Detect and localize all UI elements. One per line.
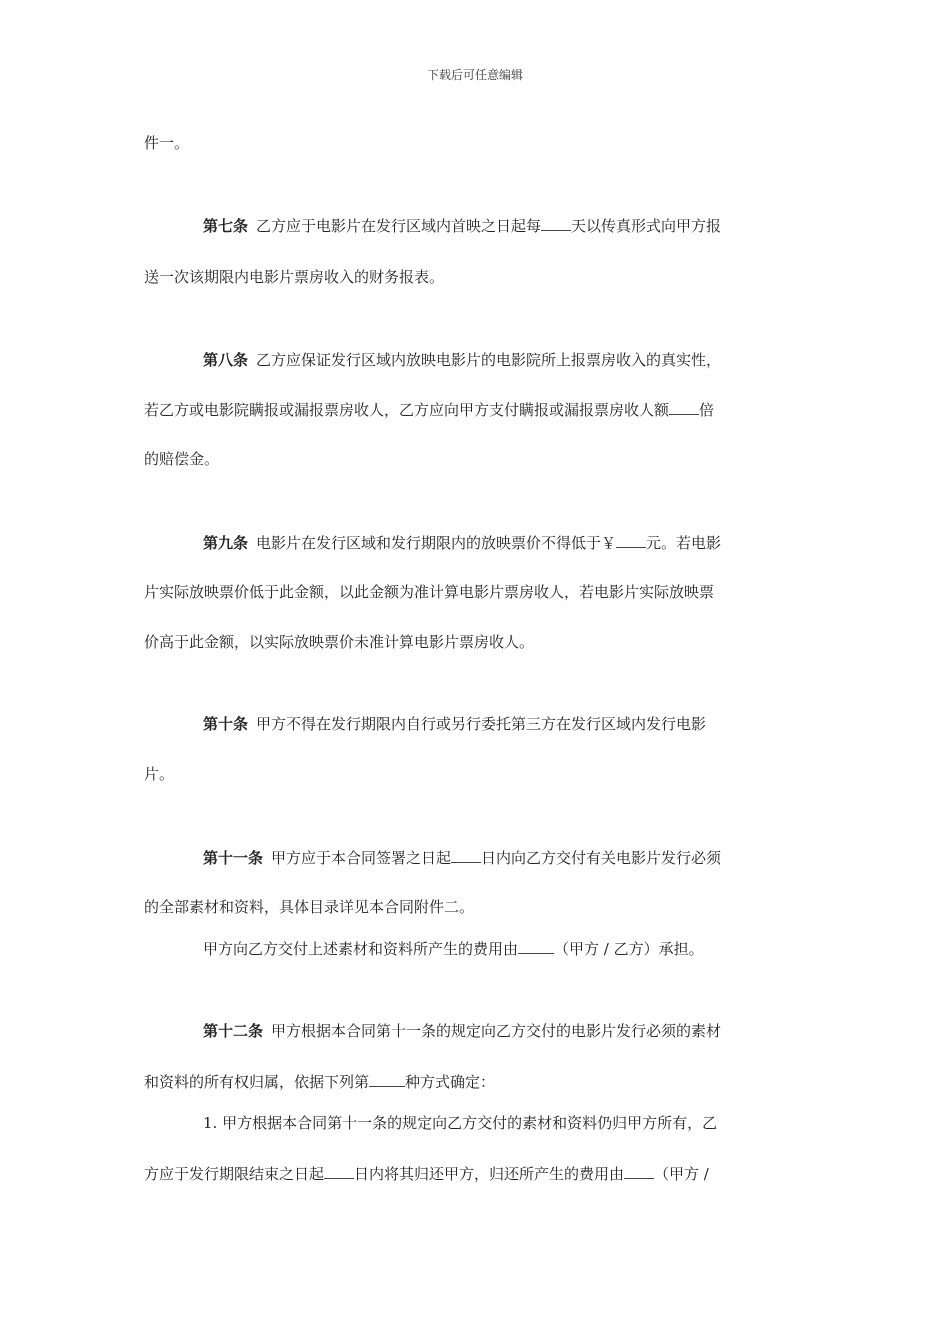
article-11-line-1 — [203, 847, 721, 868]
article-12-item-1-line-2 — [144, 1163, 709, 1184]
article-11-text-1a: 甲方应于本合同签署之日起 — [271, 849, 452, 867]
intro-line — [144, 133, 189, 153]
article-7-text-2: 送一次该期限内电影片票房收入的财务报表。 — [144, 268, 445, 286]
article-9-text-1a: 电影片在发行区域和发行期限内的放映票价不得低于￥ — [256, 534, 617, 552]
article-9-line-2 — [144, 582, 714, 602]
fill-blank[interactable] — [324, 1163, 354, 1179]
article-10-heading: 第十条 — [203, 715, 249, 733]
article-10-line-2 — [144, 764, 174, 784]
article-11-heading: 第十一条 — [203, 849, 264, 867]
article-12-text-2b: 种方式确定： — [405, 1073, 496, 1091]
article-9-heading: 第九条 — [203, 534, 249, 552]
fill-blank[interactable] — [669, 399, 699, 415]
article-11-text-1b: 日内向乙方交付有关电影片发行必须 — [481, 849, 722, 867]
article-11-text-2: 的全部素材和资料，具体目录详见本合同附件二。 — [144, 898, 475, 916]
article-7-line-1 — [203, 215, 721, 236]
article-8-line-3 — [144, 449, 219, 469]
article-12-item-1-text-2b: 日内将其归还甲方，归还所产生的费用由 — [354, 1165, 625, 1183]
article-12-item-1-line-1 — [203, 1113, 717, 1133]
article-12-heading: 第十二条 — [203, 1022, 264, 1040]
fill-blank[interactable] — [616, 532, 646, 548]
article-11-p2-text-b: （甲方 / 乙方）承担。 — [554, 940, 704, 958]
article-8-text-1: 乙方应保证发行区域内放映电影片的电影院所上报票房收入的真实性， — [256, 351, 722, 369]
fill-blank[interactable] — [369, 1071, 405, 1087]
article-12-text-2a: 和资料的所有权归属，依据下列第 — [144, 1073, 370, 1091]
fill-blank[interactable] — [451, 847, 481, 863]
article-8-text-3: 的赔偿金。 — [144, 450, 220, 468]
article-11-p2-text-a: 甲方向乙方交付上述素材和资料所产生的费用由 — [203, 940, 519, 958]
fill-blank[interactable] — [541, 215, 571, 231]
article-12-item-1-text-2c: （甲方 / — [654, 1165, 709, 1183]
article-8-text-2b: 倍 — [699, 401, 715, 419]
article-11-paragraph-2 — [203, 938, 704, 959]
fill-blank[interactable] — [518, 938, 554, 954]
article-8-line-1 — [203, 350, 721, 370]
article-10-text-2: 片。 — [144, 765, 175, 783]
article-12-text-1: 甲方根据本合同第十一条的规定向乙方交付的电影片发行必须的素材 — [271, 1022, 722, 1040]
intro-text: 件一。 — [144, 134, 190, 152]
article-8-heading: 第八条 — [203, 351, 249, 369]
article-11-line-2 — [144, 897, 474, 917]
article-7-text-1a: 乙方应于电影片在发行区域内首映之日起每 — [256, 217, 542, 235]
page-header: 下载后可任意编辑 — [426, 68, 523, 82]
article-9-line-1 — [203, 532, 721, 553]
article-9-line-3 — [144, 632, 534, 652]
article-12-line-2 — [144, 1071, 495, 1092]
article-12-line-1 — [203, 1021, 721, 1041]
article-10-text-1: 甲方不得在发行期限内自行或另行委托第三方在发行区域内发行电影 — [256, 715, 707, 733]
article-7-text-1b: 天以传真形式向甲方报 — [571, 217, 722, 235]
article-12-item-1-text-1: 1. 甲方根据本合同第十一条的规定向乙方交付的素材和资料仍归甲方所有，乙 — [203, 1114, 718, 1132]
article-8-line-2 — [144, 399, 714, 420]
article-9-text-3: 价高于此金额，以实际放映票价未准计算电影片票房收人。 — [144, 633, 535, 651]
article-8-text-2a: 若乙方或电影院瞒报或漏报票房收人，乙方应向甲方支付瞒报或漏报票房收人额 — [144, 401, 670, 419]
article-9-text-2: 片实际放映票价低于此金额，以此金额为准计算电影片票房收人，若电影片实际放映票 — [144, 583, 715, 601]
article-9-text-1b: 元。若电影 — [646, 534, 722, 552]
article-7-line-2 — [144, 267, 444, 287]
article-10-line-1 — [203, 714, 706, 734]
article-12-item-1-text-2a: 方应于发行期限结束之日起 — [144, 1165, 325, 1183]
fill-blank[interactable] — [624, 1163, 654, 1179]
article-7-heading: 第七条 — [203, 217, 249, 235]
